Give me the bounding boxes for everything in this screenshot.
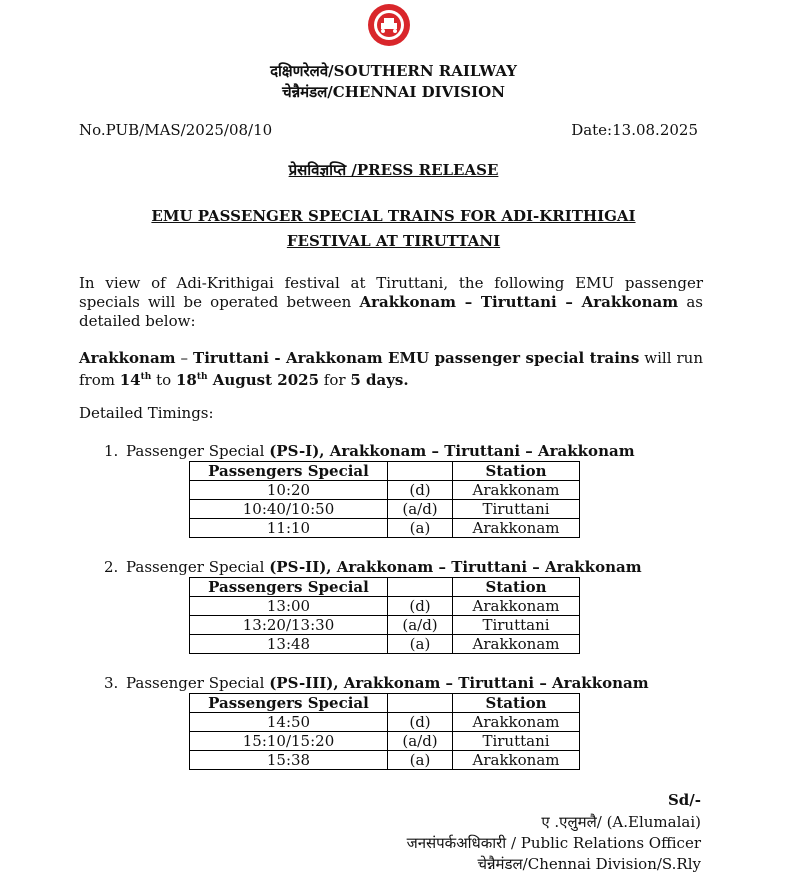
section-prefix: Passenger Special: [126, 674, 270, 692]
run-for: for: [319, 371, 351, 389]
time-cell: 15:10/15:20: [190, 732, 388, 751]
timing-table-3: [189, 693, 580, 770]
header-code: [388, 578, 453, 597]
time-cell: 13:48: [190, 635, 388, 654]
press-release-heading: प्रेसविज्ञप्ति /PRESS RELEASE: [288, 161, 499, 179]
table-header-row: [190, 694, 580, 713]
code-cell: (a): [388, 519, 453, 538]
table-row: [190, 732, 580, 751]
table-row: [190, 616, 580, 635]
header-line-2: चेन्नैमंडल/CHENNAI DIVISION: [282, 83, 505, 101]
run-will-run: will run from: [79, 349, 703, 389]
timing-table-2: [189, 577, 580, 654]
code-cell: (a): [388, 751, 453, 770]
signature-sd: Sd/-: [667, 791, 701, 809]
code-cell: (a): [388, 635, 453, 654]
table-row: [190, 519, 580, 538]
code-cell: (d): [388, 597, 453, 616]
subject-heading: [0, 204, 787, 254]
table-header-row: [190, 578, 580, 597]
station-cell: Arakkonam: [453, 635, 580, 654]
header-passengers-special: Passengers Special: [190, 462, 388, 481]
station-cell: Tiruttani: [453, 616, 580, 635]
table-row: [190, 597, 580, 616]
section-number: 3.: [104, 674, 119, 692]
station-cell: Arakkonam: [453, 751, 580, 770]
header-passengers-special: Passengers Special: [190, 578, 388, 597]
subject-line-1: EMU PASSENGER SPECIAL TRAINS FOR ADI-KRITHIGAI: [151, 207, 636, 225]
document-date: Date:13.08.2025: [571, 121, 698, 139]
header-code: [388, 462, 453, 481]
station-cell: Arakkonam: [453, 481, 580, 500]
table-header-row: [190, 462, 580, 481]
run-d2: 18: [175, 371, 197, 389]
run-days: 5 days.: [350, 371, 409, 389]
table-row: [190, 635, 580, 654]
reference-number: No.PUB/MAS/2025/08/10: [79, 121, 273, 139]
section-prefix: Passenger Special: [126, 558, 270, 576]
subject-line-2: FESTIVAL AT TIRUTTANI: [286, 232, 501, 250]
run-mid: Tiruttani - Arakkonam EMU passenger special trains: [193, 349, 640, 367]
section-bold: (PS-I), Arakkonam – Tiruttani – Arakkonam: [269, 442, 635, 460]
run-d1: 14: [119, 371, 141, 389]
header-station: Station: [453, 694, 580, 713]
code-cell: (a/d): [388, 732, 453, 751]
time-cell: 11:10: [190, 519, 388, 538]
run-d1-sup: th: [140, 372, 152, 382]
time-cell: 10:40/10:50: [190, 500, 388, 519]
indian-railways-emblem-icon: [362, 2, 416, 48]
run-to: to: [151, 371, 176, 389]
time-cell: 15:38: [190, 751, 388, 770]
station-cell: Tiruttani: [453, 500, 580, 519]
intro-tail: as detailed below:: [79, 293, 703, 330]
station-cell: Arakkonam: [453, 519, 580, 538]
intro-route: Arakkonam – Tiruttani – Arakkonam: [359, 293, 679, 311]
table-row: [190, 481, 580, 500]
station-cell: Arakkonam: [453, 713, 580, 732]
timing-table-1: [189, 461, 580, 538]
detailed-timings-label: Detailed Timings:: [79, 404, 214, 422]
code-cell: (d): [388, 481, 453, 500]
table-row: [190, 500, 580, 519]
code-cell: (a/d): [388, 616, 453, 635]
time-cell: 10:20: [190, 481, 388, 500]
table-row: [190, 713, 580, 732]
signature-division: चेन्नैमंडल/Chennai Division/S.Rly: [477, 855, 701, 873]
code-cell: (d): [388, 713, 453, 732]
station-cell: Tiruttani: [453, 732, 580, 751]
intro-paragraph: [79, 274, 703, 331]
header-station: Station: [453, 578, 580, 597]
header-station: Station: [453, 462, 580, 481]
section-prefix: Passenger Special: [126, 442, 270, 460]
section-3-title: [104, 674, 649, 692]
header-code: [388, 694, 453, 713]
header-passengers-special: Passengers Special: [190, 694, 388, 713]
section-bold: (PS-III), Arakkonam – Tiruttani – Arakkonam: [269, 674, 649, 692]
code-cell: (a/d): [388, 500, 453, 519]
section-2-title: [104, 558, 642, 576]
section-1-title: [104, 442, 635, 460]
run-d2-sup: th: [196, 372, 208, 382]
section-number: 1.: [104, 442, 119, 460]
signature-name: ए .एलुमलै/ (A.Elumalai): [541, 813, 701, 831]
time-cell: 14:50: [190, 713, 388, 732]
section-bold: (PS-II), Arakkonam – Tiruttani – Arakkonam: [269, 558, 642, 576]
run-month: August 2025: [207, 371, 320, 389]
signature-designation: जनसंपर्कअधिकारी / Public Relations Officer: [406, 834, 701, 852]
run-info-paragraph: [79, 349, 703, 390]
run-start: Arakkonam: [79, 349, 176, 367]
time-cell: 13:20/13:30: [190, 616, 388, 635]
intro-text: In view of Adi-Krithigai festival at Tiruttani, the following EMU passenger specials will be operated between: [79, 274, 703, 311]
table-row: [190, 751, 580, 770]
header-line-1: दक्षिणरेलवे/SOUTHERN RAILWAY: [270, 62, 517, 80]
station-cell: Arakkonam: [453, 597, 580, 616]
time-cell: 13:00: [190, 597, 388, 616]
run-dash: –: [175, 349, 194, 367]
section-number: 2.: [104, 558, 119, 576]
